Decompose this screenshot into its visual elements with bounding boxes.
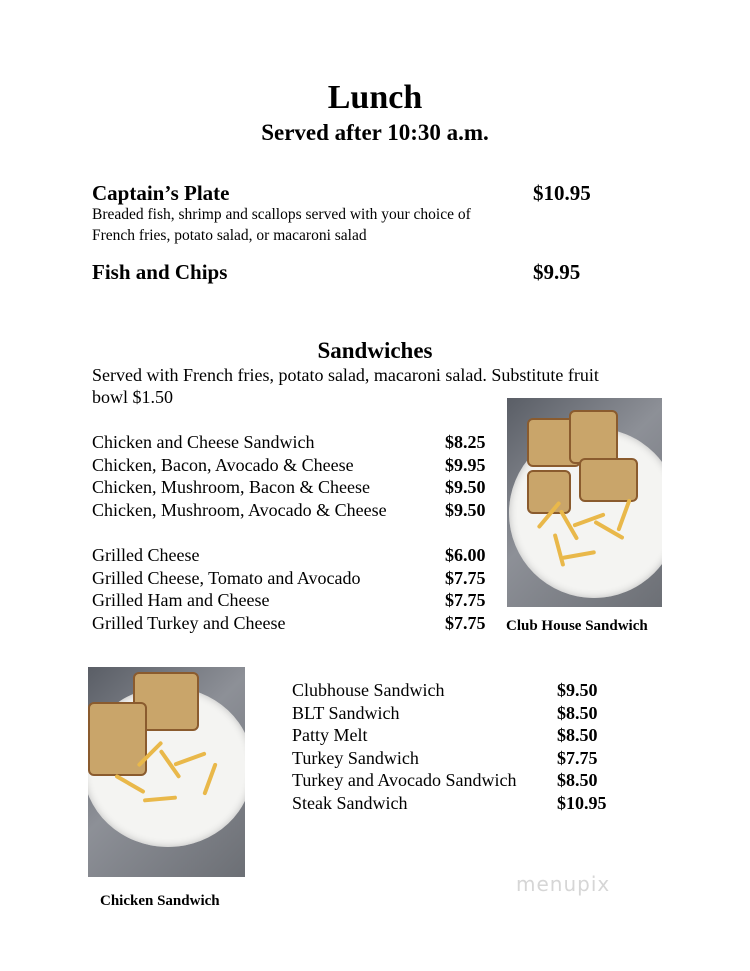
menu-item-name: Steak Sandwich bbox=[292, 793, 408, 813]
sandwiches-note: bowl $1.50 bbox=[92, 387, 173, 407]
menu-item-price: $7.75 bbox=[557, 747, 598, 768]
menu-item-price: $7.75 bbox=[445, 590, 486, 611]
menu-item-name: Chicken, Mushroom, Bacon & Cheese bbox=[92, 477, 370, 498]
captains-plate-description: French fries, potato salad, or macaroni salad bbox=[92, 227, 367, 244]
sandwiches-heading: Sandwiches bbox=[317, 338, 433, 363]
menu-item-price: $8.50 bbox=[557, 702, 598, 723]
page-subtitle: Served after 10:30 a.m. bbox=[261, 120, 489, 145]
page-title: Lunch bbox=[327, 79, 423, 116]
menu-item-name: Grilled Cheese, Tomato and Avocado bbox=[92, 567, 361, 588]
menu-item-name: Turkey and Avocado Sandwich bbox=[292, 770, 517, 791]
menu-item-name: Grilled Cheese bbox=[92, 545, 200, 565]
club-house-sandwich-photo bbox=[507, 398, 662, 607]
menu-item-price: $9.95 bbox=[445, 454, 486, 475]
menu-item-name: BLT Sandwich bbox=[292, 702, 400, 723]
fish-and-chips-name: Fish and Chips bbox=[92, 260, 228, 284]
menu-item-price: $8.50 bbox=[557, 725, 598, 746]
menupix-watermark: menupix bbox=[516, 872, 611, 896]
menu-item-name: Patty Melt bbox=[292, 725, 368, 746]
menu-item-price: $9.50 bbox=[445, 499, 486, 520]
menu-item-name: Grilled Turkey and Cheese bbox=[92, 612, 286, 633]
club-house-caption: Club House Sandwich bbox=[506, 618, 648, 634]
captains-plate-description: Breaded fish, shrimp and scallops served with your choice of bbox=[92, 206, 471, 223]
sandwiches-note: Served with French fries, potato salad, macaroni salad. Substitute fruit bbox=[92, 365, 599, 385]
menu-item-price: $6.00 bbox=[445, 545, 486, 565]
sandwich-group-chicken bbox=[92, 431, 497, 522]
menu-item-name: Chicken, Mushroom, Avocado & Cheese bbox=[92, 499, 387, 520]
captains-plate-price: $10.95 bbox=[533, 181, 591, 205]
menu-item-price: $7.75 bbox=[445, 612, 486, 633]
menu-item-name: Chicken and Cheese Sandwich bbox=[92, 432, 315, 452]
menu-item-price: $9.50 bbox=[445, 477, 486, 498]
menu-item-name: Chicken, Bacon, Avocado & Cheese bbox=[92, 454, 354, 475]
chicken-sandwich-caption: Chicken Sandwich bbox=[100, 893, 220, 909]
sandwich-group-other bbox=[292, 679, 622, 815]
menu-item-price: $7.75 bbox=[445, 567, 486, 588]
sandwich-group-grilled bbox=[92, 544, 497, 635]
captains-plate-name: Captain’s Plate bbox=[92, 181, 230, 205]
menu-item-price: $8.50 bbox=[557, 770, 598, 791]
menu-item-name: Turkey Sandwich bbox=[292, 747, 419, 768]
menu-item-price: $9.50 bbox=[557, 680, 598, 700]
menu-item-price: $8.25 bbox=[445, 432, 486, 452]
chicken-sandwich-photo bbox=[88, 667, 245, 877]
menu-item-name: Clubhouse Sandwich bbox=[292, 680, 445, 700]
fish-and-chips-price: $9.95 bbox=[533, 260, 581, 284]
menu-item-name: Grilled Ham and Cheese bbox=[92, 590, 270, 611]
menu-item-price: $10.95 bbox=[557, 793, 607, 813]
